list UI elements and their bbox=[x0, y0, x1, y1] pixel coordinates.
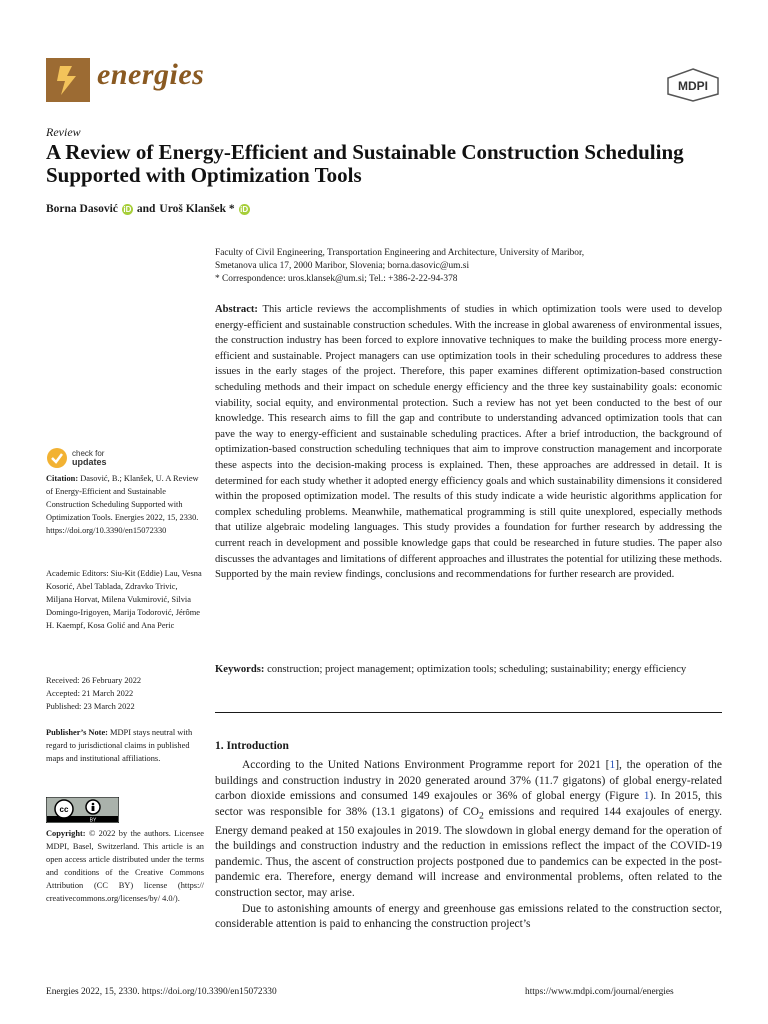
author-name[interactable]: Borna Dasović bbox=[46, 203, 118, 215]
abstract-text: This article reviews the accomplishments of studies in which optimization tools were used to develop energy-efficient and sustainable construction schedules. With the increase in global awareness of environmental issues, the construction industry has been forced to explore innovative techniques to make the building process more energy-efficient and sustainable. Project managers can use optimization tools in their scheduling procedures to address these issues in the early stages of the project. Therefore, this paper examines different optimization-based construction scheduling methods and their impact on schedule energy efficiency and the three key sustainability goals: economic viability, social equity, and environmental protection. Such a review has not yet been conducted to the best of our knowledge. This research aims to fill the gap and contribute to understanding advanced optimization tools that can pave the way to energy-efficient and sustainable scheduling practices. After a brief introduction, the background of optimization-based construction scheduling techniques that aim to improve construction management and incorporate these aspects into the decision-making process is explained. Then, these approaches are addressed in detail. It is determined for each study whether it adopted energy efficiency goals and which sustainability dimensions it considered within the proposed optimization model. The results of this study indicate a wide heuristic algorithms application for complex scheduling problems. Meanwhile, mathematical programming is still quite unexplored, especially methods that utilize algebraic modeling languages. This study provides a foundation for further research by addressing the current reach in development and possible knowledge gaps that could be researched in future studies. The paper also discusses the advantages and limitations of different approaches and illustrates the potential for utilizing these methods. Supported by the main review findings, conclusions and recommendations for further research are provided. bbox=[215, 304, 722, 581]
academic-editors: Academic Editors: Siu-Kit (Eddie) Lau, Vesna Kosorić, Abel Tablada, Zdravko Trivic, Miljana Horvat, Milena Vukmirović, Silvia Domingo-Irigoyen, Marija Todorović, Jérôme H. Kaempf, Kosa Golić and Ana Peric bbox=[46, 569, 202, 630]
publisher-name: MDPI bbox=[678, 79, 708, 93]
copyright-text: © 2022 by the authors. Licensee MDPI, Basel, Switzerland. This article is an open access article distributed under the terms and conditions of the Creative Commons Attribution (CC BY) license (https:// creativecommons.org/licenses/by/ 4.0/). bbox=[46, 829, 204, 903]
author-list bbox=[46, 203, 250, 215]
correspondence: * Correspondence: uros.klansek@um.si; Tel.: +386-2-22-94-378 bbox=[215, 274, 458, 284]
lightning-icon bbox=[46, 58, 90, 102]
svg-text:BY: BY bbox=[89, 817, 97, 823]
footer-journal-url[interactable]: https://www.mdpi.com/journal/energies bbox=[525, 987, 674, 997]
check-updates-label: updates bbox=[72, 457, 107, 467]
article-type: Review bbox=[46, 125, 81, 139]
check-for-updates-button[interactable] bbox=[46, 447, 107, 469]
published-date: Published: 23 March 2022 bbox=[46, 702, 135, 711]
section-heading: 1. Introduction bbox=[215, 740, 289, 752]
abstract-label: Abstract: bbox=[215, 304, 258, 315]
footer-citation[interactable]: Energies 2022, 15, 2330. https://doi.org/10.3390/en15072330 bbox=[46, 987, 277, 997]
author-name[interactable]: Uroš Klanšek * bbox=[159, 203, 235, 215]
figure-link[interactable]: 1 bbox=[643, 790, 650, 803]
dates bbox=[46, 674, 204, 713]
journal-logo bbox=[46, 58, 90, 102]
accepted-date: Accepted: 21 March 2022 bbox=[46, 689, 134, 698]
cc-license-badge[interactable] bbox=[46, 797, 119, 823]
mdpi-logo bbox=[666, 68, 720, 102]
reference-link[interactable]: 1 bbox=[609, 759, 616, 771]
copyright-label: Copyright: bbox=[46, 829, 86, 838]
body-text bbox=[215, 758, 722, 933]
copyright bbox=[46, 827, 204, 905]
check-icon bbox=[46, 447, 68, 469]
citation-text: Dasović, B.; Klanšek, U. A Review of Energy-Efficient and Sustainable Construction Scheduling Supported with Optimization Tools. Energies 2022, 15, 2330. https://doi.org/10.3390/en15072330 bbox=[46, 474, 199, 535]
orcid-icon[interactable]: iD bbox=[123, 204, 132, 214]
keywords-text: construction; project management; optimization tools; scheduling; sustainability; energy efficiency bbox=[267, 664, 687, 675]
svg-text:cc: cc bbox=[59, 805, 69, 814]
keywords bbox=[215, 662, 722, 678]
author-connector: and bbox=[136, 203, 156, 215]
affiliation bbox=[215, 247, 745, 286]
abstract bbox=[215, 302, 722, 583]
orcid-icon[interactable]: iD bbox=[240, 204, 249, 214]
citation-label: Citation: bbox=[46, 474, 79, 483]
divider bbox=[215, 712, 722, 713]
received-date: Received: 26 February 2022 bbox=[46, 676, 142, 685]
keywords-label: Keywords: bbox=[215, 664, 265, 675]
journal-name: energies bbox=[97, 58, 205, 91]
publishers-note bbox=[46, 726, 204, 765]
affiliation-line: Faculty of Civil Engineering, Transportation Engineering and Architecture, University of Maribor, bbox=[215, 248, 585, 258]
pubnote-label: Publisher’s Note: bbox=[46, 728, 108, 737]
paragraph: According to the United Nations Environment Programme report for 2021 [1], the operation of the buildings and construction industry in 2020 generated around 37% (11.7 gigatons) of global energy-related carbon dioxide emissions and consumed 149 exajoules or 36% of global energy (Figure 1). In 2015, this sector was responsible for 38% (13.1 gigatons) of $CO_2$ emissions and required 144 exajoules of energy. Energy demand peaked at 150 exajoules in 2019. The slowdown in global energy demand for the operation of the buildings and construction industry and the reduction in emissions reflect the impact of the COVID-19 pandemic. Thus, the ascent of construction projects postponed due to pandemics can be expected in the post-pandemic era. Therefore, energy demand will increase and environmental problems, often related to the construction sector, may arise. bbox=[215, 759, 722, 900]
pubnote-text: MDPI stays neutral with regard to jurisdictional claims in published maps and institutional affiliations. bbox=[46, 728, 193, 763]
affiliation-line: Smetanova ulica 17, 2000 Maribor, Slovenia; borna.dasovic@um.si bbox=[215, 261, 470, 271]
paragraph: Due to astonishing amounts of energy and greenhouse gas emissions related to the construction sector, considerable attention is paid to enhancing the construction project’s bbox=[215, 902, 722, 931]
check-updates-label: check for bbox=[72, 449, 105, 458]
article-title: A Review of Energy-Efficient and Sustainable Construction Scheduling Supported with Optimization Tools bbox=[46, 140, 684, 187]
citation bbox=[46, 472, 204, 537]
